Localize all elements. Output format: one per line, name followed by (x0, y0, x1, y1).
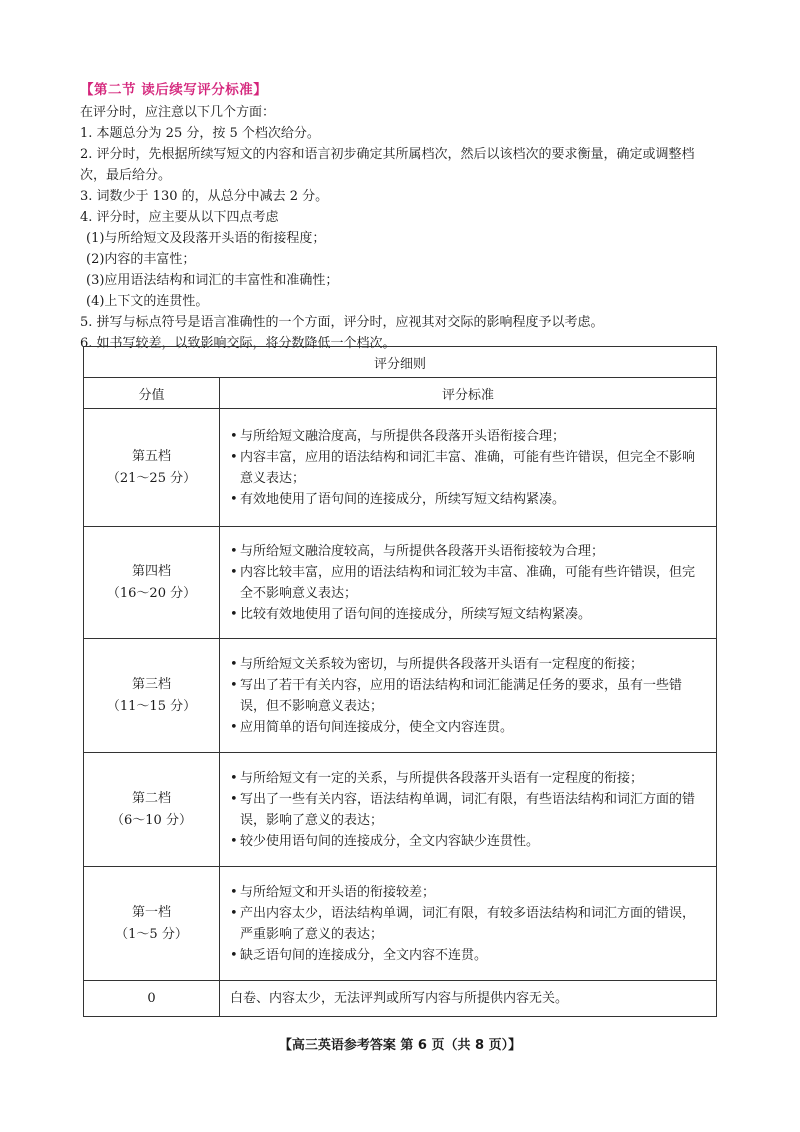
criteria-item: • 与所给短文关系较为密切，与所提供各段落开头语有一定程度的衔接； (230, 654, 706, 675)
criteria-item: • 与所给短文融洽度高，与所提供各段落开头语衔接合理； (230, 426, 706, 447)
zero-score-cell: 0 (84, 981, 220, 1017)
grade-label: 第四档 (131, 563, 171, 579)
grade-range: （21～25 分） (106, 470, 197, 486)
column-header-criteria: 评分标准 (220, 378, 717, 409)
table-row (84, 527, 717, 639)
zero-score-criteria: 白卷、内容太少，无法评判或所写内容与所提供内容无关。 (220, 981, 717, 1017)
criteria-item: • 与所给短文和开头语的衔接较差； (230, 882, 706, 903)
criteria-item: • 缺乏语句间的连接成分，全文内容不连贯。 (230, 945, 706, 966)
instruction-item-4-sub-3: (3)应用语法结构和词汇的丰富性和准确性； (86, 273, 339, 288)
grade-range: （6～10 分） (111, 812, 192, 828)
instruction-item-6: 6. 如书写较差，以致影响交际，将分数降低一个档次。 (80, 336, 396, 351)
grade-label: 第一档 (131, 904, 171, 920)
criteria-cell (220, 639, 717, 753)
table-row (84, 409, 717, 527)
table-title: 评分细则 (84, 347, 717, 378)
instruction-item-4-sub-4: (4)上下文的连贯性。 (86, 294, 209, 309)
scoring-instructions (80, 102, 720, 354)
criteria-cell (220, 409, 717, 527)
grade-label: 第五档 (131, 448, 171, 464)
criteria-item: • 与所给短文融洽度较高，与所提供各段落开头语衔接较为合理； (230, 541, 706, 562)
page-footer: 【高三英语参考答案 第 6 页（共 8 页）】 (278, 1038, 522, 1053)
table-row (84, 753, 717, 867)
grade-label: 第三档 (131, 676, 171, 692)
instruction-item-5: 5. 拼写与标点符号是语言准确性的一个方面，评分时，应视其对交际的影响程度予以考虑。 (80, 315, 604, 330)
grade-range: （1～5 分） (115, 926, 188, 942)
criteria-cell (220, 527, 717, 639)
criteria-item: • 有效地使用了语句间的连接成分，所续写短文结构紧凑。 (230, 489, 706, 510)
table-title-row (84, 347, 717, 378)
grade-range: （11～15 分） (106, 698, 197, 714)
criteria-item: • 与所给短文有一定的关系，与所提供各段落开头语有一定程度的衔接； (230, 768, 706, 789)
instructions-lead: 在评分时，应注意以下几个方面： (80, 105, 276, 120)
table-row (84, 867, 717, 981)
instruction-item-3: 3. 词数少于 130 的，从总分中减去 2 分。 (80, 189, 329, 204)
criteria-item: • 应用简单的语句间连接成分，使全文内容连贯。 (230, 717, 706, 738)
criteria-item: • 内容比较丰富，应用的语法结构和词汇较为丰富、准确，可能有些许错误，但完全不影响意义表达； (230, 562, 706, 604)
criteria-item: • 比较有效地使用了语句间的连接成分，所续写短文结构紧凑。 (230, 604, 706, 625)
grade-cell (84, 527, 220, 639)
criteria-item: • 写出了一些有关内容，语法结构单调，词汇有限，有些语法结构和词汇方面的错误，影响了意义的表达； (230, 789, 706, 831)
criteria-cell (220, 867, 717, 981)
instruction-item-4-sub-2: (2)内容的丰富性； (86, 252, 196, 267)
grade-cell (84, 409, 220, 527)
instruction-item-2: 2. 评分时，先根据所续写短文的内容和语言初步确定其所属档次，然后以该档次的要求衡量，确定或调整档次，最后给分。 (80, 147, 695, 183)
criteria-item: • 内容丰富，应用的语法结构和词汇丰富、准确，可能有些许错误，但完全不影响意义表达； (230, 447, 706, 489)
instruction-item-1: 1. 本题总分为 25 分，按 5 个档次给分。 (80, 126, 320, 141)
criteria-item: • 较少使用语句间的连接成分，全文内容缺少连贯性。 (230, 831, 706, 852)
instruction-item-4: 4. 评分时，应主要从以下四点考虑 (80, 210, 279, 225)
grade-cell (84, 753, 220, 867)
grade-label: 第二档 (131, 790, 171, 806)
criteria-item: • 产出内容太少，语法结构单调，词汇有限，有较多语法结构和词汇方面的错误，严重影响了意义的表达； (230, 903, 706, 945)
table-row (84, 639, 717, 753)
criteria-cell (220, 753, 717, 867)
grade-range: （16～20 分） (106, 585, 197, 601)
grade-cell (84, 639, 220, 753)
table-row-zero (84, 981, 717, 1017)
instruction-item-4-sub-1: (1)与所给短文及段落开头语的衔接程度； (86, 231, 326, 246)
table-header-row (84, 378, 717, 409)
section-heading: 【第二节 读后续写评分标准】 (80, 82, 268, 98)
column-header-score: 分值 (84, 378, 220, 409)
criteria-item: • 写出了若干有关内容，应用的语法结构和词汇能满足任务的要求，虽有一些错误，但不影响意义表达； (230, 675, 706, 717)
grade-cell (84, 867, 220, 981)
scoring-rubric-table (83, 346, 717, 1017)
